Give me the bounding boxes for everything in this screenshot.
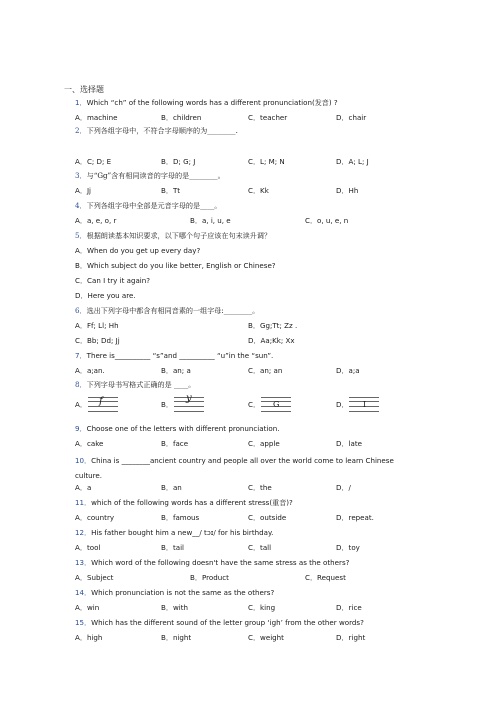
staff-lines-a [88,397,118,411]
option-13a[interactable]: A．Subject [75,573,114,582]
staff-letter-a: f [99,396,103,407]
option-6c[interactable]: C．Bb; Dd; Jj [75,336,120,345]
staff-letter-b: y [186,393,192,404]
option-8d[interactable]: D． [336,400,349,409]
question-8: 8．下列字母书写格式正确的是 ____。 [75,380,196,389]
option-12a[interactable]: A．tool [75,543,101,552]
option-6b[interactable]: B．Gg;Tt; Zz . [248,321,298,330]
option-12d[interactable]: D．toy [336,543,360,552]
option-1d[interactable]: D．chair [336,113,367,122]
option-14a[interactable]: A．win [75,603,100,612]
question-2: 2．下列各组字母中，不符合字母顺序的为________. [75,126,238,135]
question-4: 4．下列各组字母中全部是元音字母的是____。 [75,201,222,210]
staff-lines-d [349,397,379,411]
question-9: 9．Choose one of the letters with different pronunciation. [75,424,280,433]
option-3c[interactable]: C．Kk [248,186,269,195]
question-1: 1．Which “ch” of the following words has a different pronunciation(发音) ? [75,98,338,107]
section-title: 一、选择题 [64,85,104,94]
option-14b[interactable]: B．with [161,603,189,612]
option-15d[interactable]: D．right [336,633,366,642]
option-10a[interactable]: A．a [75,483,92,492]
question-15: 15．Which has the different sound of the letter group ‘igh’ from the other words? [75,618,364,627]
question-10: 10．China is ________ancient country and people all over the world come to learn Chinese culture. [75,456,394,480]
option-13c[interactable]: C．Request [305,573,346,582]
question-13: 13．Which word of the following doesn't have the same stress as the others? [75,558,350,567]
option-5a[interactable]: A．When do you get up every day? [75,246,201,255]
staff-lines-b [174,393,204,411]
option-12c[interactable]: C．tall [248,543,272,552]
option-11c[interactable]: C．outside [248,513,287,522]
option-5b[interactable]: B．Which subject do you like better, English or Chinese? [75,261,276,270]
option-15c[interactable]: C．weight [248,633,284,642]
question-3: 3．与“Gg”含有相同读音的字母的是________。 [75,171,225,180]
question-6: 6．选出下列字母中都含有相同音素的一组字母:________。 [75,306,260,315]
option-1a[interactable]: A．machine [75,113,118,122]
option-3d[interactable]: D．Hh [336,186,359,195]
option-8a[interactable]: A． [75,400,87,409]
option-14c[interactable]: C．king [248,603,276,612]
option-9a[interactable]: A．cake [75,439,104,448]
question-14: 14．Which pronunciation is not the same as the others? [75,588,275,597]
option-11a[interactable]: A．country [75,513,115,522]
option-2b[interactable]: B．D; G; J [161,157,196,166]
option-14d[interactable]: D．rice [336,603,362,612]
option-9d[interactable]: D．late [336,439,363,448]
option-11b[interactable]: B．famous [161,513,200,522]
option-8c[interactable]: C． [248,400,261,409]
option-15a[interactable]: A．high [75,633,103,642]
option-8b[interactable]: B． [161,400,173,409]
option-3a[interactable]: A．Jj [75,186,92,195]
option-10d[interactable]: D．/ [336,483,351,492]
option-7d[interactable]: D．a;a [336,366,360,375]
staff-letter-c: G [273,400,280,409]
option-2c[interactable]: C．L; M; N [248,157,285,166]
option-4b[interactable]: B．a, i, u, e [190,216,231,225]
question-11: 11．which of the following words has a different stress(重音)? [75,498,293,507]
option-10c[interactable]: C．the [248,483,272,492]
option-3b[interactable]: B．Tt [161,186,181,195]
option-12b[interactable]: B．tail [161,543,185,552]
option-2a[interactable]: A．C; D; E [75,157,112,166]
option-15b[interactable]: B．night [161,633,192,642]
question-7: 7．There is__________ “s”and __________ “u”in the “sun”. [75,351,274,360]
option-7c[interactable]: C．an; an [248,366,283,375]
staff-lines-c [261,397,291,411]
question-5: 5．根据朗读基本知识要求，以下哪个句子应该在句末读升调？ [75,231,272,240]
question-12: 12．His father bought him a new__/ tɔɪ/ for his birthday. [75,528,274,537]
option-11d[interactable]: D．repeat. [336,513,374,522]
option-5d[interactable]: D．Here you are. [75,291,136,300]
option-7b[interactable]: B．an; a [161,366,191,375]
option-4c[interactable]: C．o, u, e, n [305,216,349,225]
staff-letter-d: I [363,400,367,409]
option-6d[interactable]: D．Aa;Kk; Xx [248,336,295,345]
option-10b[interactable]: B．an [161,483,182,492]
option-2d[interactable]: D．A; L; J [336,157,369,166]
option-4a[interactable]: A．a, e, o, r [75,216,117,225]
option-5c[interactable]: C．Can I try it again? [75,276,151,285]
option-1b[interactable]: B．children [161,113,202,122]
option-13b[interactable]: B．Product [190,573,229,582]
option-6a[interactable]: A．Ff; Ll; Hh [75,321,119,330]
option-1c[interactable]: C．teacher [248,113,288,122]
option-9c[interactable]: C．apple [248,439,280,448]
option-9b[interactable]: B．face [161,439,189,448]
option-7a[interactable]: A．a;an. [75,366,105,375]
